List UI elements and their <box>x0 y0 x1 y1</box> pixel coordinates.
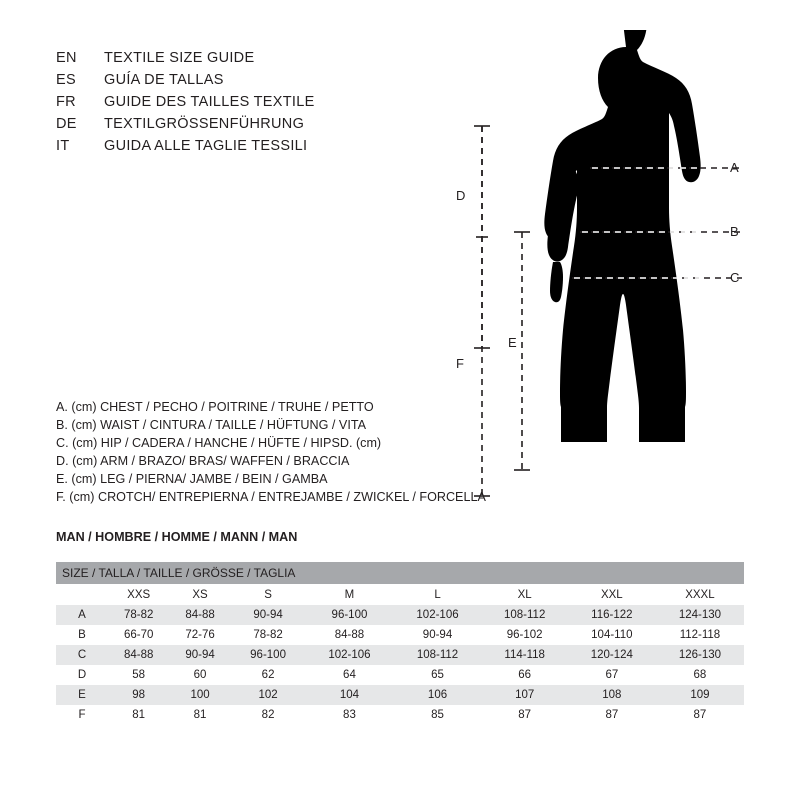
bracket-f <box>474 126 490 496</box>
cell-d-xs: 60 <box>169 665 230 685</box>
cell-b-xxl: 104-110 <box>568 625 656 645</box>
cell-f-xxxl: 87 <box>656 705 744 725</box>
cell-b-xxs: 66-70 <box>108 625 169 645</box>
col-header-xl: XL <box>482 584 568 605</box>
figure-svg <box>430 30 770 530</box>
bracket-e <box>514 232 530 470</box>
title-row-es <box>56 72 476 94</box>
row-label-f: F <box>56 705 108 725</box>
cell-e-xxxl: 109 <box>656 685 744 705</box>
title-lang-fr: FR <box>56 94 76 110</box>
col-header-m: M <box>305 584 393 605</box>
cell-e-l: 106 <box>393 685 481 705</box>
size-table <box>56 562 744 725</box>
legend-line-a: A. (cm) CHEST / PECHO / POITRINE / TRUHE / PETTO <box>56 400 374 414</box>
cell-b-xs: 72-76 <box>169 625 230 645</box>
gender-label: MAN / HOMBRE / HOMME / MANN / MAN <box>56 530 298 544</box>
table-row <box>56 645 744 665</box>
title-text-en: TEXTILE SIZE GUIDE <box>104 50 255 66</box>
title-row-en <box>56 50 476 72</box>
title-text-it: GUIDA ALLE TAGLIE TESSILI <box>104 138 308 154</box>
cell-c-l: 108-112 <box>393 645 481 665</box>
cell-f-s: 82 <box>231 705 306 725</box>
cell-c-xxs: 84-88 <box>108 645 169 665</box>
col-header-xxl: XXL <box>568 584 656 605</box>
cell-f-xxl: 87 <box>568 705 656 725</box>
table-head-row <box>56 562 744 584</box>
cell-a-s: 90-94 <box>231 605 306 625</box>
title-lang-it: IT <box>56 138 70 154</box>
table-row <box>56 685 744 705</box>
cell-d-xl: 66 <box>482 665 568 685</box>
col-header-l: L <box>393 584 481 605</box>
label-e: E <box>508 335 517 350</box>
title-row-it <box>56 138 476 160</box>
label-f: F <box>456 356 464 371</box>
cell-f-xxs: 81 <box>108 705 169 725</box>
cell-c-xl: 114-118 <box>482 645 568 665</box>
cell-a-xxs: 78-82 <box>108 605 169 625</box>
cell-f-l: 85 <box>393 705 481 725</box>
title-text-fr: GUIDE DES TAILLES TEXTILE <box>104 94 315 110</box>
cell-e-xs: 100 <box>169 685 230 705</box>
cell-c-xxxl: 126-130 <box>656 645 744 665</box>
size-table-wrapper <box>56 562 744 725</box>
table-row <box>56 625 744 645</box>
label-a: A <box>730 160 739 175</box>
col-header-xxs: XXS <box>108 584 169 605</box>
table-row <box>56 665 744 685</box>
legend-line-f: F. (cm) CROTCH/ ENTREPIERNA / ENTREJAMBE / ZWICKEL / FORCELLA <box>56 490 486 504</box>
cell-a-xs: 84-88 <box>169 605 230 625</box>
label-d: D <box>456 188 466 203</box>
col-header-xs: XS <box>169 584 230 605</box>
title-lang-de: DE <box>56 116 77 132</box>
cell-b-l: 90-94 <box>393 625 481 645</box>
title-block <box>56 50 476 160</box>
legend-line-d: D. (cm) ARM / BRAZO/ BRAS/ WAFFEN / BRACCIA <box>56 454 350 468</box>
row-label-b: B <box>56 625 108 645</box>
man-silhouette <box>544 30 700 442</box>
table-column-row <box>56 584 744 605</box>
table-row <box>56 705 744 725</box>
cell-a-l: 102-106 <box>393 605 481 625</box>
cell-c-xs: 90-94 <box>169 645 230 665</box>
cell-d-xxxl: 68 <box>656 665 744 685</box>
cell-d-l: 65 <box>393 665 481 685</box>
table-title: SIZE / TALLA / TAILLE / GRÖSSE / TAGLIA <box>56 562 744 584</box>
cell-c-xxl: 120-124 <box>568 645 656 665</box>
title-lang-es: ES <box>56 72 76 88</box>
title-lang-en: EN <box>56 50 77 66</box>
row-label-a: A <box>56 605 108 625</box>
col-header-xxxl: XXXL <box>656 584 744 605</box>
title-text-de: TEXTILGRÖSSENFÜHRUNG <box>104 116 305 132</box>
cell-a-m: 96-100 <box>305 605 393 625</box>
cell-a-xxxl: 124-130 <box>656 605 744 625</box>
cell-b-xl: 96-102 <box>482 625 568 645</box>
cell-c-s: 96-100 <box>231 645 306 665</box>
title-text-es: GUÍA DE TALLAS <box>104 72 224 88</box>
cell-c-m: 102-106 <box>305 645 393 665</box>
cell-b-s: 78-82 <box>231 625 306 645</box>
cell-d-xxl: 67 <box>568 665 656 685</box>
cell-b-m: 84-88 <box>305 625 393 645</box>
legend-line-e: E. (cm) LEG / PIERNA/ JAMBE / BEIN / GAMBA <box>56 472 328 486</box>
cell-f-m: 83 <box>305 705 393 725</box>
cell-e-s: 102 <box>231 685 306 705</box>
legend-line-c: C. (cm) HIP / CADERA / HANCHE / HÜFTE / HIPSD. (cm) <box>56 436 382 450</box>
body-figure <box>430 30 770 530</box>
cell-e-xxs: 98 <box>108 685 169 705</box>
col-header-s: S <box>231 584 306 605</box>
row-label-c: C <box>56 645 108 665</box>
label-c: C <box>730 270 740 285</box>
cell-a-xl: 108-112 <box>482 605 568 625</box>
label-b: B <box>730 224 739 239</box>
cell-e-m: 104 <box>305 685 393 705</box>
legend-line-b: B. (cm) WAIST / CINTURA / TAILLE / HÜFTUNG / VITA <box>56 418 366 432</box>
cell-b-xxxl: 112-118 <box>656 625 744 645</box>
cell-e-xl: 107 <box>482 685 568 705</box>
cell-d-xxs: 58 <box>108 665 169 685</box>
cell-f-xs: 81 <box>169 705 230 725</box>
cell-a-xxl: 116-122 <box>568 605 656 625</box>
cell-e-xxl: 108 <box>568 685 656 705</box>
cell-d-m: 64 <box>305 665 393 685</box>
table-row <box>56 605 744 625</box>
corner-cell <box>56 584 108 605</box>
cell-f-xl: 87 <box>482 705 568 725</box>
row-label-d: D <box>56 665 108 685</box>
cell-d-s: 62 <box>231 665 306 685</box>
row-label-e: E <box>56 685 108 705</box>
title-row-fr <box>56 94 476 116</box>
title-row-de <box>56 116 476 138</box>
